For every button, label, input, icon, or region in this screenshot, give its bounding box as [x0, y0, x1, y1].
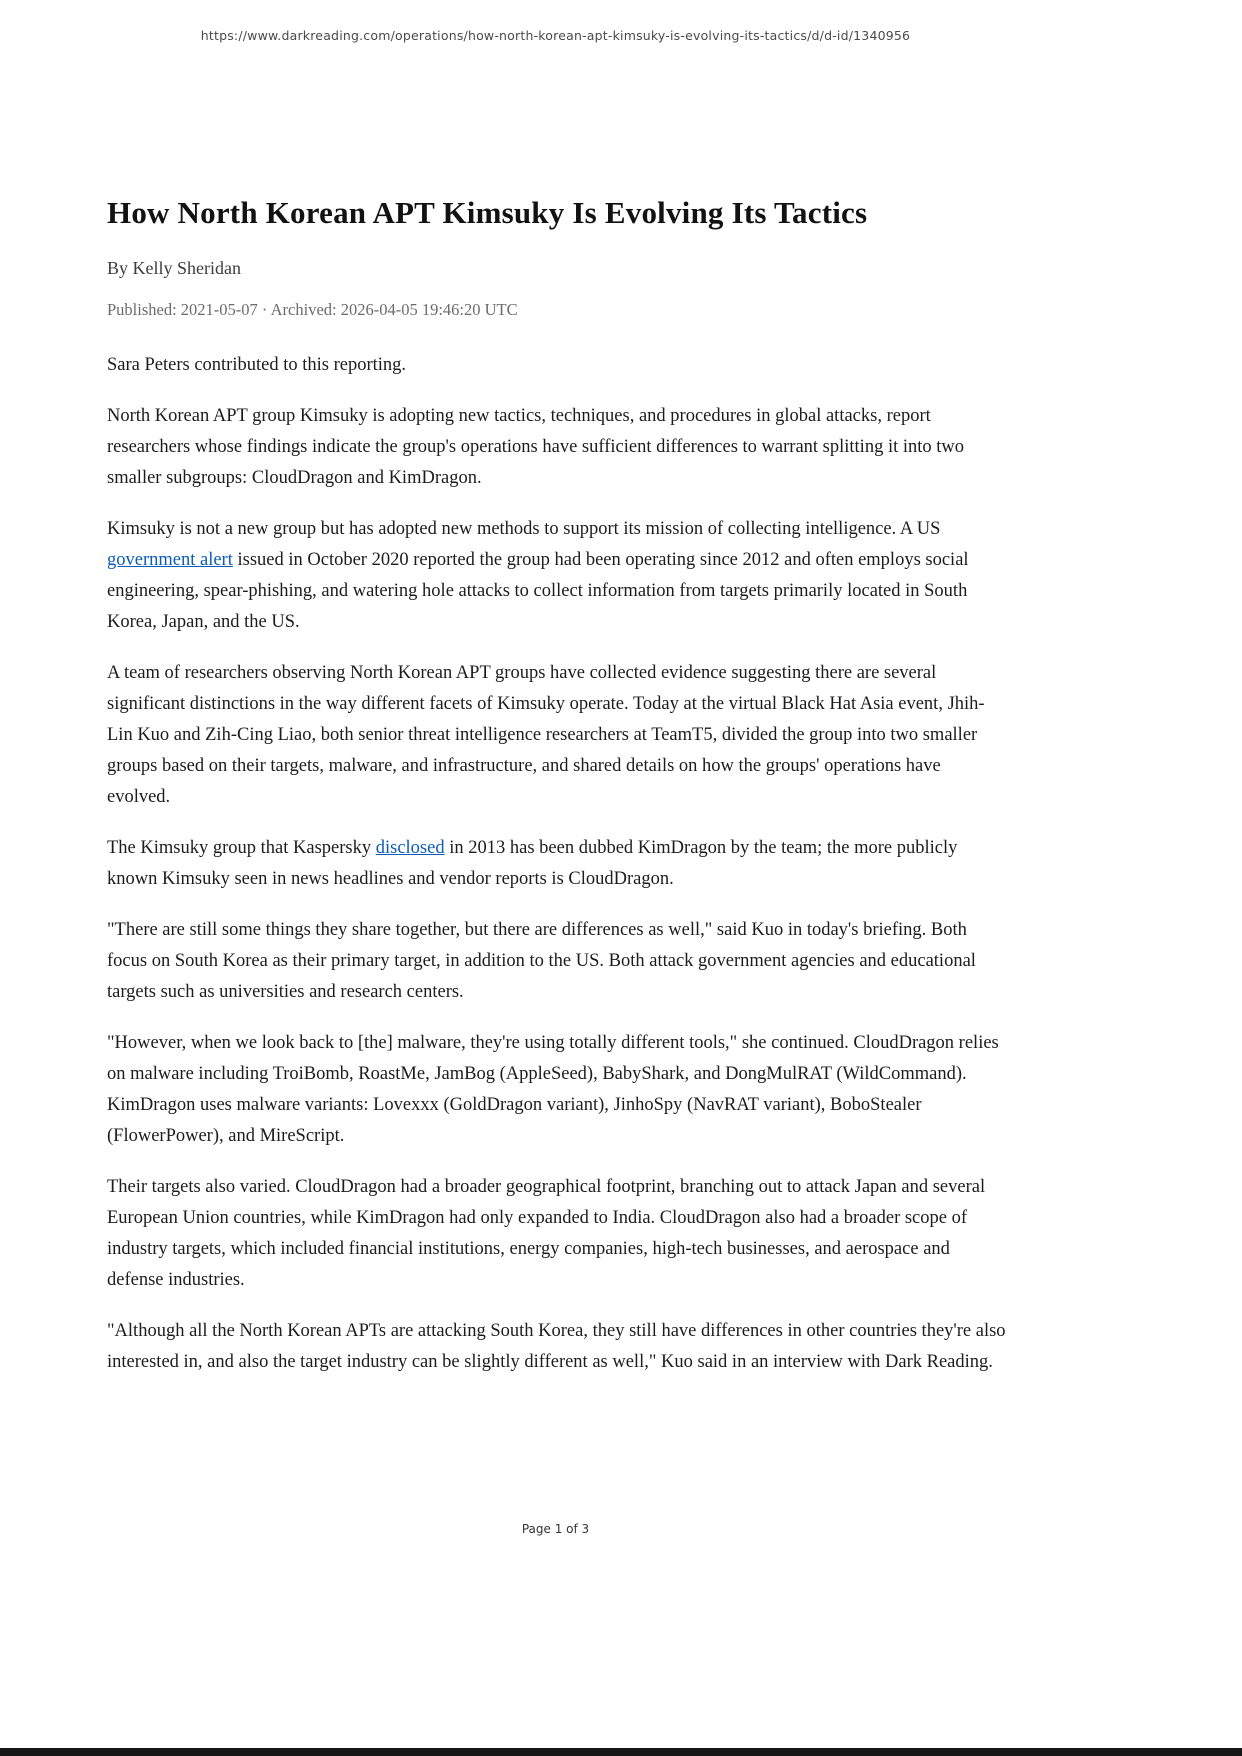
page-number: Page 1 of 3 [521, 1522, 590, 1536]
article-meta: Published: 2021-05-07 · Archived: 2026-04-05 19:46:20 UTC [107, 300, 518, 319]
article-byline: By Kelly Sheridan [107, 258, 241, 278]
article-content [107, 194, 1006, 1398]
paragraph-text: issued in October 2020 reported the group had been operating since 2012 and often employs social engineering, spear-phishing, and watering hole attacks to collect information from targets primarily located in South Korea, Japan, and the US. [107, 550, 969, 632]
article-paragraph [107, 1316, 1006, 1378]
paragraph-text: "Although all the North Korean APTs are attacking South Korea, they still have differences in other countries they're also interested in, and also the target industry can be slightly different as well," Kuo said in an interview with Dark Reading. [107, 1321, 1006, 1372]
article-title: How North Korean APT Kimsuky Is Evolving Its Tactics [107, 195, 868, 230]
article-paragraph [107, 833, 1006, 895]
paragraph-text: Sara Peters contributed to this reporting. [107, 355, 407, 375]
article-paragraph [107, 401, 1006, 494]
paragraph-text: Kimsuky is not a new group but has adopted new methods to support its mission of collecting intelligence. A US [107, 519, 941, 539]
print-header-url: https://www.darkreading.com/operations/how-north-korean-apt-kimsuky-is-evolving-its-tactics/d/d-id/1340956 [200, 28, 911, 43]
paragraph-text: "However, when we look back to [the] malware, they're using totally different tools," she continued. CloudDragon relies on malware including TroiBomb, RoastMe, JamBog (AppleSeed), BabyShark, and DongMulRAT (WildCommand). KimDragon uses malware variants: Lovexxx (GoldDragon variant), JinhoSpy (NavRAT variant), BoboStealer (FlowerPower), and MireScript. [107, 1033, 999, 1146]
paragraph-text: Their targets also varied. CloudDragon had a broader geographical footprint, branching out to attack Japan and several European Union countries, while KimDragon had only expanded to India. CloudDragon also had a broader scope of industry targets, which included financial institutions, energy companies, high-tech businesses, and aerospace and defense industries. [107, 1177, 986, 1290]
article-paragraph [107, 514, 1006, 638]
article-paragraph [107, 1028, 1006, 1152]
paragraph-text: A team of researchers observing North Korean APT groups have collected evidence suggesting there are several significant distinctions in the way different facets of Kimsuky operate. Today at the virtual Black Hat Asia event, Jhih-Lin Kuo and Zih-Cing Liao, both senior threat intelligence researchers at TeamT5, divided the group into two smaller groups based on their targets, malware, and infrastructure, and shared details on how the groups' operations have evolved. [107, 663, 985, 807]
bottom-edge-bar [0, 1748, 1242, 1756]
article-paragraph [107, 658, 1006, 813]
paragraph-text: North Korean APT group Kimsuky is adopting new tactics, techniques, and procedures in global attacks, report researchers whose findings indicate the group's operations have sufficient differences to warrant splitting it into two smaller subgroups: CloudDragon and KimDragon. [107, 406, 965, 488]
inline-link[interactable]: government alert [107, 550, 233, 570]
paragraph-text: in 2013 has been dubbed KimDragon by the team; the more publicly known Kimsuky seen in news headlines and vendor reports is CloudDragon. [107, 838, 958, 889]
article-paragraph [107, 1172, 1006, 1296]
article-paragraph [107, 915, 1006, 1008]
article-paragraph [107, 350, 1006, 381]
paragraph-text: "There are still some things they share together, but there are differences as well," said Kuo in today's briefing. Both focus on South Korea as their primary target, in addition to the US. Both attack government agencies and educational targets such as universities and research centers. [107, 920, 976, 1002]
article-body [107, 350, 1006, 1378]
paragraph-text: The Kimsuky group that Kaspersky [107, 838, 376, 858]
inline-link[interactable]: disclosed [375, 838, 445, 858]
